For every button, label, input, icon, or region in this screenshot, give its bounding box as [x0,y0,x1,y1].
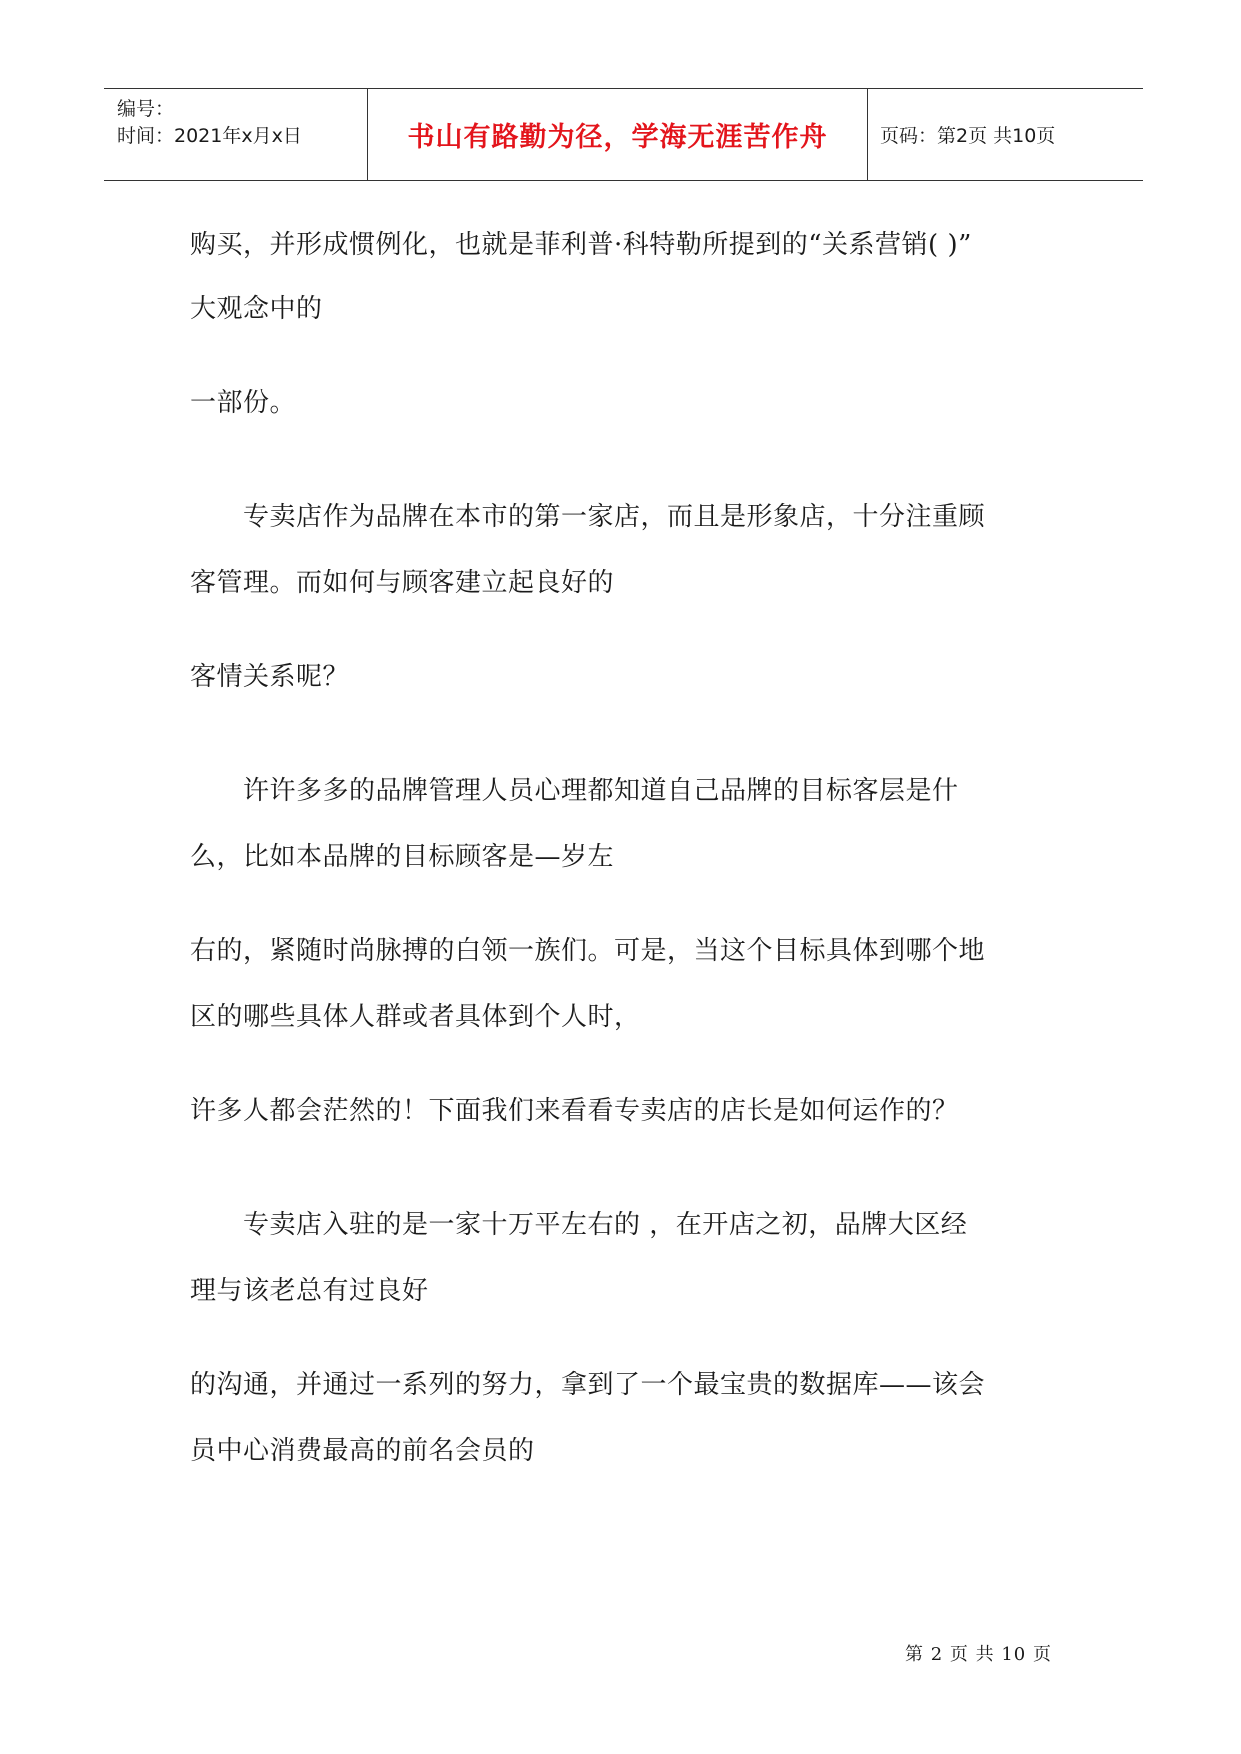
body-line: 许多人都会茫然的！下面我们来看看专卖店的店长是如何运作的？ [190,1096,959,1126]
document-time-label: 时间：2021年x月x日 [117,125,302,147]
body-line: 大观念中的 [190,294,323,324]
document-number-label: 编号： [117,98,175,120]
body-line: 专卖店入驻的是一家十万平左右的 ，在开店之初，品牌大区经 [190,1210,968,1240]
body-line: 么，比如本品牌的目标顾客是—岁左 [190,842,615,872]
page-footer: 第 2 页 共 10 页 [905,1644,1052,1665]
body-line: 客管理。而如何与顾客建立起良好的 [190,568,615,598]
body-line: 专卖店作为品牌在本市的第一家店，而且是形象店，十分注重顾 [190,502,986,532]
body-line: 理与该老总有过良好 [190,1276,429,1306]
header-motto: 书山有路勤为径，学海无涯苦作舟 [368,89,868,180]
header-info-cell [104,89,368,180]
body-line: 的沟通，并通过一系列的努力，拿到了一个最宝贵的数据库——该会 [190,1370,986,1400]
body-line: 购买，并形成惯例化，也就是菲利普·科特勒所提到的“关系营销( )” [190,230,972,260]
body-line: 员中心消费最高的前名会员的 [190,1436,535,1466]
body-line: 区的哪些具体人群或者具体到个人时， [190,1002,641,1032]
page-header [104,88,1143,181]
header-page-number: 页码：第2页 共10页 [880,125,1056,147]
body-line: 许许多多的品牌管理人员心理都知道自己品牌的目标客层是什 [190,776,959,806]
body-line: 一部份。 [190,388,297,418]
body-line: 右的，紧随时尚脉搏的白领一族们。可是，当这个目标具体到哪个地 [190,936,986,966]
body-line: 客情关系呢？ [190,662,350,692]
